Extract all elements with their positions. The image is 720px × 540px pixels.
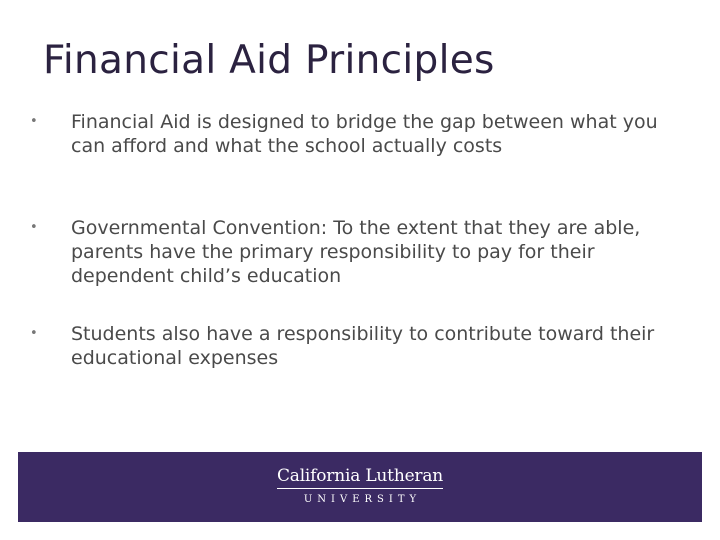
slide-title: Financial Aid Principles	[43, 38, 495, 83]
bullet-text: Students also have a responsibility to contribute toward their educational expenses	[71, 323, 655, 369]
bullet-dot-icon: •	[30, 114, 38, 129]
logo-subtitle: UNIVERSITY	[303, 494, 422, 505]
logo-wordmark: California Lutheran	[277, 466, 443, 489]
bullet-text: Governmental Convention: To the extent that they are able, parents have the primary responsibility to pay for their dependent child’s education	[71, 217, 641, 287]
bullet-dot-icon: •	[30, 220, 38, 235]
bullet-dot-icon: •	[30, 326, 38, 341]
university-logo	[18, 466, 702, 507]
bullet-text: Financial Aid is designed to bridge the gap between what you can afford and what the school actually costs	[71, 111, 658, 157]
footer-band	[18, 452, 702, 522]
